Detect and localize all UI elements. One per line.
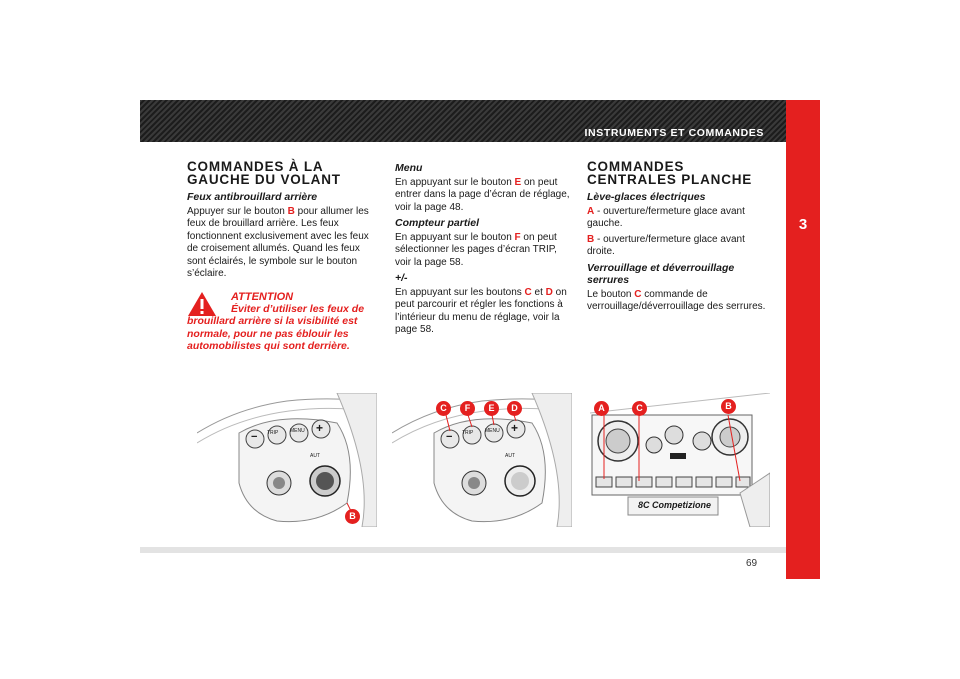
callout-e: E [484,401,499,416]
text: En appuyant sur les boutons [395,286,525,298]
fig2-minus-label: − [446,431,453,443]
paragraph-trip [395,232,570,270]
callout-f: F [460,401,475,416]
fig1-minus-label: − [251,431,258,443]
callout-d: D [507,401,522,416]
figure-center-console [590,393,770,527]
text: et [531,286,546,298]
fig1-plus-label: + [316,421,324,435]
text: commande de verrouillage/déverrouillage des serrures. [587,288,766,312]
left-heading-line1: COMMANDES À LA [187,159,324,174]
control-panel-drawing-2 [392,393,572,527]
header-band [140,100,786,142]
subheading-locks: Verrouillage et déverrouillage serrures [587,261,735,286]
middle-column [395,160,570,340]
text: on peut parcourir et régler les fonctions à l’intérieur du menu de réglage, voir la page 58. [395,286,567,335]
right-heading-line1: COMMANDES [587,159,685,174]
text: pour allumer les feux de brouillard arrière. Les feux fonctionnent exclusivement avec les feux de croisement allumés. Quand les feux sont éclairés, le symbole sur le bouton s’éclaire. [187,205,369,279]
fig2-menu-label: MENU [485,428,500,434]
warning-triangle-icon [187,291,217,317]
paragraph-plus-minus [395,287,570,337]
paragraph-menu [395,177,570,215]
section-title: INSTRUMENTS ET COMMANDES [584,127,764,139]
page-number: 69 [746,558,758,569]
right-column [587,160,772,317]
text: on peut sélectionner les pages d’écran TRIP, voir la page 58. [395,231,557,268]
subheading-menu: Menu [395,162,423,174]
list-item-a [587,206,772,231]
paragraph-fog [187,206,377,281]
text: Appuyer sur le bouton [187,205,288,217]
key-letter: C [634,288,642,300]
control-panel-drawing [197,393,377,527]
callout-a: A [594,401,609,416]
text: - ouverture/fermeture glace avant gauche. [587,205,745,229]
key-letter: F [514,231,521,243]
fig2-plus-label: + [511,421,519,435]
callout-b: B [345,509,360,524]
brand-logo: 8C Competizione [638,500,712,510]
fig2-knob-label: AUT [505,453,515,459]
callout-c-console: C [632,401,647,416]
right-heading-line2: CENTRALES PLANCHE [587,172,753,187]
chapter-tab [786,100,820,579]
left-heading-line2: GAUCHE DU VOLANT [187,172,341,187]
text: - ouverture/fermeture glace avant droite. [587,233,745,257]
text: En appuyant sur le bouton [395,176,515,188]
key-letter: C [524,286,532,298]
text: Le bouton [587,288,635,300]
figure-left-steering-controls [197,393,377,527]
warning-text: Éviter d’utiliser les feux de brouillard arrière si la visibilité est normale, pour ne pas éblouir les automobilistes qui sont derrière. [187,302,365,352]
subheading-windows: Lève-glaces électriques [587,191,706,203]
key-letter: B [287,205,295,217]
right-heading [587,160,772,186]
key-letter: E [514,176,522,188]
fig1-knob-label: AUT [310,453,320,459]
subheading-trip: Compteur partiel [395,217,480,229]
left-column [187,160,377,353]
fig2-trip-label: TRIP [462,430,474,436]
key-letter: A [587,205,595,217]
text: En appuyant sur le bouton [395,231,515,243]
fig1-menu-label: MENU [290,428,305,434]
fig1-trip-label: TRIP [267,430,279,436]
callout-c: C [436,401,451,416]
key-letter: B [587,233,595,245]
chapter-number: 3 [798,216,808,233]
paragraph-locks [587,289,772,314]
callout-b-console: B [721,399,736,414]
warning-title: ATTENTION [231,290,294,303]
subheading-plus-minus: +/- [395,272,408,284]
warning-box [187,291,377,353]
left-heading [187,160,377,186]
figure-middle-steering-controls [392,393,572,527]
footer-rule [140,547,786,553]
subheading-fog: Feux antibrouillard arrière [187,191,318,203]
list-item-b [587,234,772,259]
key-letter: D [545,286,553,298]
text: on peut entrer dans la page d’écran de réglage, voir la page 48. [395,176,570,213]
